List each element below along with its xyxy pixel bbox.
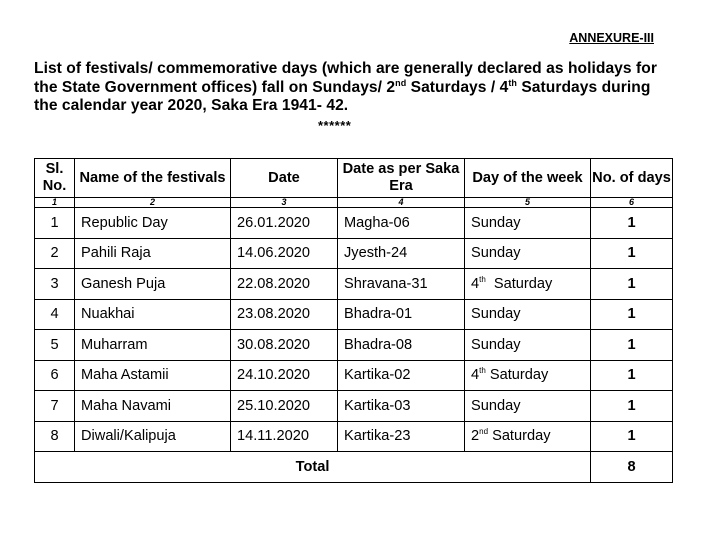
- day-name: Sunday: [471, 245, 521, 262]
- column-number-row: [35, 198, 673, 208]
- table-row: [35, 360, 673, 391]
- cell-festival-name: Nuakhai: [75, 299, 231, 330]
- cell-festival-name: Diwali/Kalipuja: [75, 421, 231, 452]
- header-day-of-week: Day of the week: [465, 159, 591, 198]
- cell-sl-no: 1: [35, 208, 75, 239]
- total-value: 8: [591, 452, 673, 483]
- cell-date: 23.08.2020: [231, 299, 338, 330]
- cell-saka-date: Magha-06: [338, 208, 465, 239]
- cell-festival-name: Ganesh Puja: [75, 269, 231, 300]
- cell-sl-no: 4: [35, 299, 75, 330]
- day-ordinal: 2: [471, 428, 480, 445]
- day-name: Saturday: [485, 367, 549, 384]
- cell-festival-name: Republic Day: [75, 208, 231, 239]
- column-number: 4: [338, 198, 465, 208]
- column-number: 3: [231, 198, 338, 208]
- cell-date: 26.01.2020: [231, 208, 338, 239]
- cell-day-of-week: [465, 238, 591, 269]
- cell-date: 24.10.2020: [231, 360, 338, 391]
- header-festival-name: Name of the festivals: [75, 159, 231, 198]
- cell-saka-date: Kartika-23: [338, 421, 465, 452]
- day-name: Sunday: [471, 214, 521, 231]
- cell-date: 14.06.2020: [231, 238, 338, 269]
- cell-sl-no: 2: [35, 238, 75, 269]
- day-ordinal: 4: [471, 367, 480, 384]
- cell-date: 22.08.2020: [231, 269, 338, 300]
- separator-stars: ******: [318, 118, 352, 133]
- heading-part-1: List of festivals/ commemorative days (which are generally declared as holidays for the State Government offices) fall on Sundays/ 2: [34, 60, 657, 96]
- cell-saka-date: Kartika-02: [338, 360, 465, 391]
- cell-date: 30.08.2020: [231, 330, 338, 361]
- day-name: Sunday: [471, 397, 521, 414]
- cell-festival-name: Maha Navami: [75, 391, 231, 422]
- cell-day-of-week: [465, 391, 591, 422]
- table-row: [35, 269, 673, 300]
- column-number: 1: [35, 198, 75, 208]
- table-row: [35, 208, 673, 239]
- header-sl-no: Sl. No.: [35, 159, 75, 198]
- cell-day-of-week: [465, 421, 591, 452]
- day-ordinal: 4: [471, 275, 480, 292]
- table-row: [35, 421, 673, 452]
- total-label: Total: [35, 452, 591, 483]
- day-name: Saturday: [488, 428, 551, 445]
- table-row: [35, 330, 673, 361]
- heading-sup-2: th: [508, 77, 517, 88]
- cell-sl-no: 6: [35, 360, 75, 391]
- day-ordinal-suffix: th: [479, 274, 486, 284]
- heading-part-3: Saturdays during the calendar year 2020, Saka Era 1941- 42.: [34, 78, 651, 114]
- header-no-of-days: No. of days: [591, 159, 673, 198]
- table-row: [35, 299, 673, 330]
- column-number: 2: [75, 198, 231, 208]
- column-number: 6: [591, 198, 673, 208]
- cell-festival-name: Pahili Raja: [75, 238, 231, 269]
- cell-no-of-days: 1: [591, 360, 673, 391]
- cell-day-of-week: [465, 208, 591, 239]
- table-header-row: [35, 159, 673, 198]
- cell-sl-no: 8: [35, 421, 75, 452]
- day-ordinal-suffix: nd: [479, 427, 489, 437]
- day-name: Sunday: [471, 306, 521, 323]
- cell-day-of-week: [465, 330, 591, 361]
- total-row: [35, 452, 673, 483]
- day-ordinal-suffix: th: [479, 366, 486, 376]
- document-heading: [34, 60, 664, 116]
- cell-saka-date: Kartika-03: [338, 391, 465, 422]
- cell-no-of-days: 1: [591, 238, 673, 269]
- cell-no-of-days: 1: [591, 208, 673, 239]
- heading-sup-1: nd: [395, 77, 407, 88]
- day-name: Sunday: [471, 336, 521, 353]
- cell-no-of-days: 1: [591, 299, 673, 330]
- table-row: [35, 238, 673, 269]
- cell-no-of-days: 1: [591, 330, 673, 361]
- annexure-label: ANNEXURE-III: [569, 31, 654, 45]
- holiday-table: [34, 158, 673, 483]
- cell-sl-no: 7: [35, 391, 75, 422]
- cell-no-of-days: 1: [591, 391, 673, 422]
- header-saka-date: Date as per Saka Era: [338, 159, 465, 198]
- cell-no-of-days: 1: [591, 421, 673, 452]
- cell-saka-date: Jyesth-24: [338, 238, 465, 269]
- column-number: 5: [465, 198, 591, 208]
- heading-part-2: Saturdays / 4: [406, 78, 509, 96]
- cell-saka-date: Bhadra-01: [338, 299, 465, 330]
- cell-sl-no: 5: [35, 330, 75, 361]
- cell-saka-date: Bhadra-08: [338, 330, 465, 361]
- cell-day-of-week: [465, 299, 591, 330]
- cell-festival-name: Maha Astamii: [75, 360, 231, 391]
- header-date: Date: [231, 159, 338, 198]
- cell-date: 25.10.2020: [231, 391, 338, 422]
- cell-festival-name: Muharram: [75, 330, 231, 361]
- cell-date: 14.11.2020: [231, 421, 338, 452]
- cell-saka-date: Shravana-31: [338, 269, 465, 300]
- table-row: [35, 391, 673, 422]
- cell-day-of-week: [465, 360, 591, 391]
- cell-no-of-days: 1: [591, 269, 673, 300]
- cell-day-of-week: [465, 269, 591, 300]
- day-name: Saturday: [485, 275, 553, 292]
- cell-sl-no: 3: [35, 269, 75, 300]
